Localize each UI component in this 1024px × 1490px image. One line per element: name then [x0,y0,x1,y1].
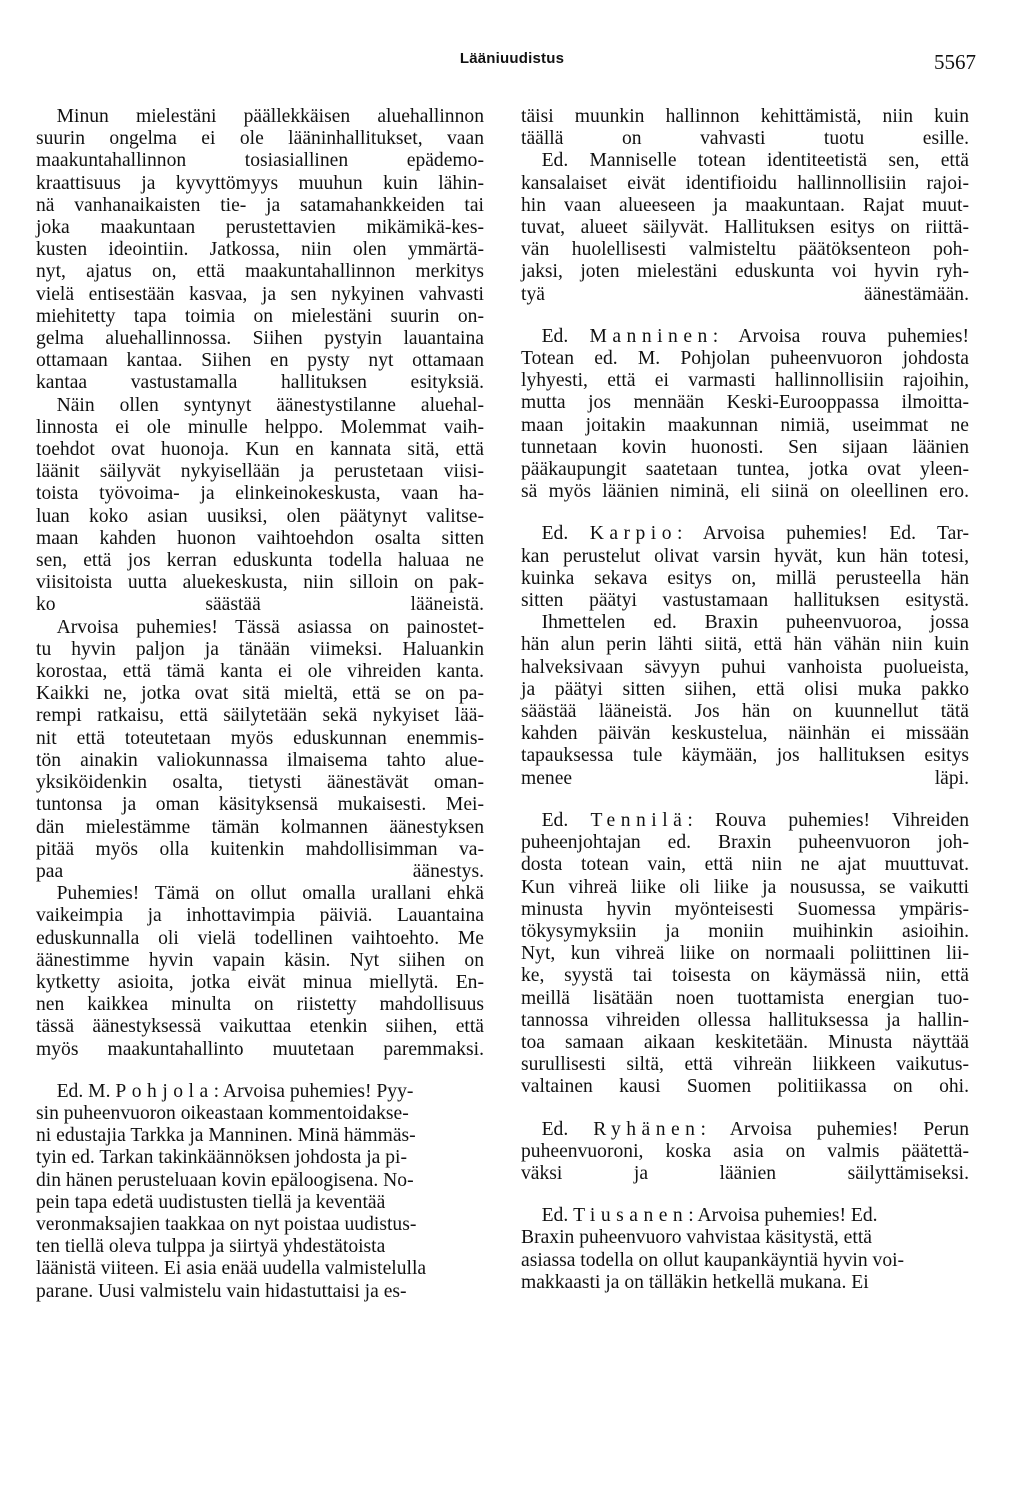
speech-karpio [521,523,969,612]
paragraph: Näin ollen syntynyt äänestystilanne aluehal- linnosta ei ole minulle helppo. Molemmat vaih- toehdot ovat huonoja. Kun en kannata sitä, että läänit säilyvät nykyisellään ja perustetaan viisi- toista työvoima- ja elinkeinokeskusta, vaan ha- luan koko asian uusiksi, olen päätynyt valitse- maan kahden huonon vaihtoehdon osalta sitten sen, että jos kerran eduskunta todella haluaa ne viisitoista uutta aluekeskusta, niin silloin on pak- ko säästää lääneistä. [36,394,484,616]
speaker-prefix: Ed. [541,1205,569,1227]
paragraph: täisi muunkin hallinnon kehittämistä, niin kuin täällä on vahvasti tuotu esille. [521,106,969,150]
paragraph: Ed. Manniselle totean identiteetistä sen, että kansalaiset eivät identifioidu hallinnollisiin rajoi- hin vaan alueeseen ja maakuntaan. Rajat muut- tuvat, alueet säilyvät. Hallituksen esitys on riittä- vän huolellisesti valmisteltu päätöksenteon poh- jaksi, joten mielestäni eduskunta voi hyvin ryh- tyä äänestämään. [521,150,969,305]
speaker-name: Tennilä [590,809,688,831]
speech-first-line: : Arvoisa puhemies! Ed. Tar- [677,523,970,545]
speaker-prefix: Ed. [541,1118,569,1140]
speech-lines: puheenvuoroni, koska asia on valmis päätettä- väksi ja läänien säilyttämiseksi. [521,1140,969,1184]
right-column [521,106,969,1294]
speech-manninen [521,326,969,504]
speech-lines: Totean ed. M. Pohjolan puheenvuoron johdosta lyhyesti, että ei varmasti hallinnollisiin rajoihin, mutta jos mennään Keski-Eurooppassa ilmoitta- maan joitakin maakunnan nimiä, useimmat ne tunnetaan kovin huonosti. Sen sijaan läänien pääkaupungit saatetaan tuntea, jotka ovat yleen- sä myös läänien niminä, eli siinä on oleellinen ero. [521,348,969,503]
speaker-name: Karpio [589,523,678,545]
speaker-prefix: Ed. [541,809,569,831]
speech-first-line: : Arvoisa rouva puhemies! [712,325,969,347]
paragraph: Puhemies! Tämä on ollut omalla urallani ehkä vaikeimpia ja inhottavimpia päiviä. Lauantaina eduskunnalla oli vielä todellinen vaihtoehto. Me äänestimme hyvin vapain käsin. Nyt siihen on kytketty asioita, jotka eivät minua miellytä. En- nen kaikkea minulta on riistetty mahdollisuus tässä äänestyksessä vaikuttaa etenkin siihen, että myös maakuntahallinto muutetaan paremmaksi. [36,883,484,1060]
speech-pohjola [36,1081,484,1303]
left-column [36,106,484,1303]
speech-lines: Braxin puheenvuoro vahvistaa käsitystä, että asiassa todella on ollut kaupankäyntiä hyvin voi- makkaasti ja on tälläkin hetkellä mukana. Ei [521,1227,905,1293]
speech-lines: puheenjohtajan ed. Braxin puheenvuoron joh- dosta totean vain, että niin ne ajat muuttuvat. Kun vihreä liike oli liike ja nousussa, se vaikutti minusta hyvin myönteisesti Suomessa ympäris- tökysymyksiin ja moniin muihinkin asioihin. Nyt, kun vihreä liike on normaali poliittinen lii- ke, syystä tai toisesta on käymässä niin, että meillä lisätään noen tuottamista energian tuo- tannossa vihreiden ollessa hallituksessa ja hallin- toa samaan aikaan keskitetään. Minusta näyttää surullisesti siltä, että vihreän liikkeen vaikutus- valtainen kausi Suomen politiikassa on ohi. [521,832,969,1098]
paragraph: Minun mielestäni päällekkäisen aluehallinnon suurin ongelma ei ole lääninhallitukset, vaan maakuntahallinnon tosiasiallinen epädemo- kraattisuus ja kyvyttömyys muuhun kuin lähin- nä vanhanaikaisten tie- ja satamahankkeiden tai joka maakuntaan perustettavien mikämikä-kes- kusten ideointiin. Jatkossa, niin olen ymmärtä- nyt, ajatus on, että maakuntahallinnon merkitys vielä entisestään kasvaa, ja sen nykyinen vahvasti miehitetty tapa toimia on mielestäni suurin on- gelma aluehallinnossa. Siihen pystyin lauantaina ottamaan kantaa. Siihen en pysty nyt ottamaan kantaa vastustamalla hallituksen esityksiä. [36,106,484,394]
speech-tennila [521,810,969,1099]
page-number: 5567 [934,50,976,74]
speech-first-line: : Rouva puhemies! Vihreiden [687,809,969,831]
speech-first-line: : Arvoisa puhemies! Pyy- [213,1080,414,1102]
speaker-prefix: Ed. [541,325,569,347]
speaker-prefix: Ed. M. [56,1080,111,1102]
speech-first-line: : Arvoisa puhemies! Perun [700,1118,969,1140]
speaker-name: Tiusanen [573,1205,689,1227]
speaker-prefix: Ed. [541,523,569,545]
speaker-name: Pohjola [115,1080,214,1102]
speech-ryhanen [521,1119,969,1186]
running-title: Lääniuudistus [459,50,565,67]
speaker-name: Ryhänen [593,1118,701,1140]
speech-tiusanen [521,1205,969,1294]
speech-first-line: : Arvoisa puhemies! Ed. [688,1205,878,1227]
speaker-name: Manninen [589,325,713,347]
speech-lines: sin puheenvuoron oikeastaan kommentoidakse- ni edustajia Tarkka ja Manninen. Minä hämmäs- tyin ed. Tarkan takinkäännöksen johdosta ja pi- din hänen perusteluaan kovin epäloogisena. No- pein tapa edetä uudistusten tiellä ja keventää veronmaksajien taakkaa on nyt poistaa uudistus- ten tiellä oleva tulppa ja siirtyä yhdestätoista läänistä viiteen. Ei asia enää uudella valmistelulla parane. Uusi valmistelu vain hidastuttaisi ja es- [36,1102,427,1302]
paragraph: Arvoisa puhemies! Tässä asiassa on painostet- tu hyvin paljon ja tänään viimeksi. Haluankin korostaa, että tämä kanta ei ole vihreiden kanta. Kaikki ne, jotka ovat sitä mieltä, että se on pa- rempi ratkaisu, että säilytetään sekä nykyiset lää- nit että toteutetaan myös eduskunnan enemmis- tön ainakin valiokunnassa ilmaisema tahto alue- yksiköidenkin osalta, tietysti äänestävät oman- tuntonsa ja oman käsityksensä mukaisesti. Mei- dän mielestämme tämän kolmannen äänestyksen pitää myös olla kuitenkin mahdollisimman va- paa äänestys. [36,616,484,882]
paragraph: Ihmettelen ed. Braxin puheenvuoroa, jossa hän alun perin lähti siitä, että hän vähän niin kuin halveksivaan sävyyn puhui vanhoista puolueista, ja päätyi sitten siihen, että olisi muka pakko säästää lääneistä. Jos hän on kuunnellut tätä kahden päivän keskustelua, näinhän ei missään tapauksessa tule käymään, jos hallituksen esitys menee läpi. [521,612,969,789]
speech-lines: kan perustelut olivat varsin hyvät, kun hän totesi, kuinka sekava esitys on, millä perusteella hän sitten päätyi vastustamaan hallituksen esitystä. [521,545,969,612]
